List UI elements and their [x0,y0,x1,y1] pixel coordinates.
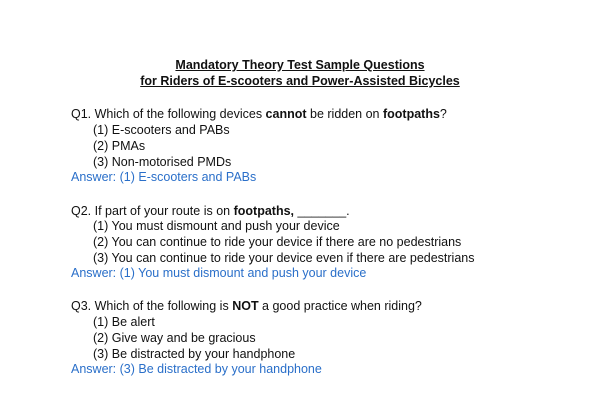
question-2-text-a: Q2. If part of your route is on [71,204,234,218]
question-2-option-1: (1) You must dismount and push your device [93,219,340,233]
question-2-option-3: (3) You can continue to ride your device even if there are pedestrians [93,251,475,265]
question-2-emphasis-footpaths: footpaths, [233,204,295,218]
question-1 [71,107,447,122]
question-2-text-b: _______. [294,204,350,218]
question-1-text-b: be ridden on [306,107,383,121]
document-title-line-2: for Riders of E-scooters and Power-Assisted Bicycles [140,74,460,88]
question-3-option-2: (2) Give way and be gracious [93,331,256,345]
question-3 [71,299,422,314]
question-2 [71,204,350,219]
question-1-option-2: (2) PMAs [93,139,146,153]
question-3-option-1: (1) Be alert [93,315,155,329]
question-1-text-c: ? [439,107,447,121]
question-1-option-1: (1) E-scooters and PABs [93,123,230,137]
question-2-answer: Answer: (1) You must dismount and push your device [71,266,367,280]
question-3-text-a: Q3. Which of the following is [71,299,233,313]
question-2-option-2: (2) You can continue to ride your device if there are no pedestrians [93,235,462,249]
question-1-option-3: (3) Non-motorised PMDs [93,155,232,169]
question-3-emphasis-not: NOT [232,299,259,313]
question-1-emphasis-cannot: cannot [265,107,307,121]
question-1-emphasis-footpaths: footpaths [382,107,440,121]
question-1-answer: Answer: (1) E-scooters and PABs [71,170,257,184]
question-1-text-a: Q1. Which of the following devices [71,107,266,121]
question-3-option-3: (3) Be distracted by your handphone [93,347,296,361]
question-3-answer: Answer: (3) Be distracted by your handphone [71,362,322,376]
document-title-line-1: Mandatory Theory Test Sample Questions [175,58,425,72]
question-3-text-b: a good practice when riding? [258,299,422,313]
